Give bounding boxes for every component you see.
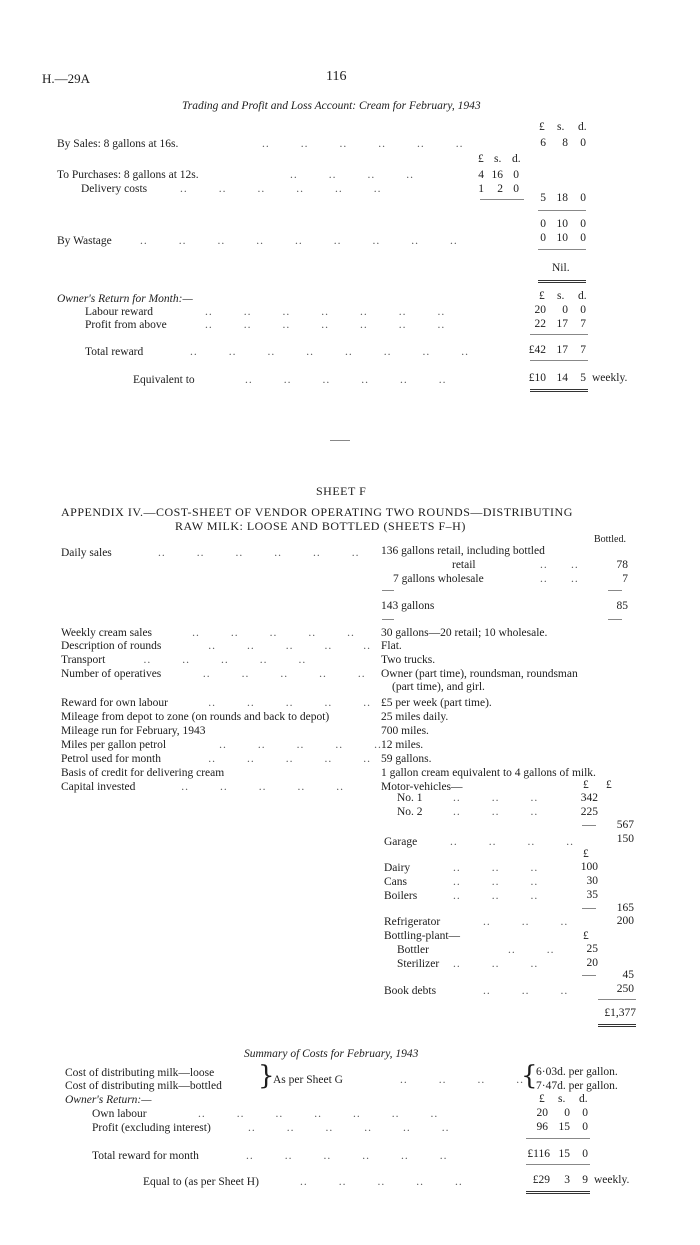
profit1-pence: 0	[580, 218, 586, 230]
equivalent-label: Equivalent to	[133, 374, 195, 386]
sales-shillings: 8	[562, 137, 568, 149]
total-month-shillings: 15	[558, 1148, 570, 1160]
sheet-row-label: Miles per gallon petrol	[61, 739, 167, 751]
capital-pound-col1: £	[583, 779, 589, 791]
lsd-shilling: s.	[557, 121, 565, 133]
purchases-label: To Purchases: 8 gallons at 12s.	[57, 169, 199, 181]
summary-rule-2	[526, 1164, 590, 1165]
capital-total-rule	[598, 999, 636, 1000]
sheet-row-value-continued: (part time), and girl.	[392, 681, 485, 693]
cost-bottled-value: 7·47d. per gallon.	[536, 1080, 618, 1092]
sales-pence: 0	[580, 137, 586, 149]
total-pounds: £42	[528, 344, 546, 356]
nil-double-rule	[538, 280, 586, 283]
total-pence: 7	[580, 344, 586, 356]
labour-reward-label: Labour reward	[85, 306, 154, 318]
vehicle-no1-label: No. 1	[397, 792, 423, 804]
sheet-row-value: £5 per week (part time).	[381, 697, 492, 709]
rule-4	[530, 360, 588, 361]
book-debts-value: 250	[616, 983, 634, 995]
daily-sales-line1b: retail	[452, 559, 476, 571]
rule-2	[538, 249, 586, 250]
profit-pounds: 22	[534, 318, 546, 330]
cost-bottled-label: Cost of distributing milk—bottled	[65, 1080, 222, 1092]
equal-suffix: weekly.	[594, 1174, 630, 1186]
boilers-label: Boilers	[384, 890, 418, 902]
dairy-value: 100	[580, 861, 598, 873]
total-reward-label: Total reward	[85, 346, 144, 358]
summary-title: Summary of Costs for February, 1943	[244, 1048, 419, 1060]
book-debts-label: Book debts	[384, 985, 437, 997]
summary-owners-return: Owner's Return:—	[65, 1094, 152, 1106]
brace-left: }	[258, 1061, 275, 1091]
equal-shillings: 3	[564, 1174, 570, 1186]
total-shillings: 17	[556, 344, 568, 356]
sheet-row-label: Capital invested	[61, 781, 136, 793]
equiv-pence: 5	[580, 372, 586, 384]
sheet-title-2: RAW MILK: LOOSE AND BOTTLED (SHEETS F–H)	[175, 519, 466, 533]
summary-double-rule	[526, 1191, 590, 1194]
sales-pounds: 6	[540, 137, 546, 149]
daily-sales-total-bottled: 85	[616, 600, 628, 612]
trading-title: Trading and Profit and Loss Account: Cream for February, 1943	[182, 100, 481, 112]
delivery-label: Delivery costs	[81, 183, 148, 195]
brace-right: {	[521, 1061, 538, 1091]
rule-1	[538, 210, 586, 211]
owners-lsd-shilling: s.	[557, 290, 565, 302]
summary-lsd-pound: £	[539, 1093, 545, 1105]
total-month-pence: 0	[582, 1148, 588, 1160]
dairy-label: Dairy	[384, 862, 411, 874]
sheet-row-value: 59 gallons.	[381, 753, 432, 765]
vehicle-no2-label: No. 2	[397, 806, 423, 818]
equal-pounds: £29	[532, 1174, 550, 1186]
daily-sales-rule	[382, 590, 394, 591]
purchases-total-pounds: 5	[540, 192, 546, 204]
profit-excl-pounds: 96	[536, 1121, 548, 1133]
delivery-pence: 0	[513, 183, 519, 195]
sterilizer-value: 20	[586, 957, 598, 969]
cost-loose-label: Cost of distributing milk—loose	[65, 1067, 215, 1079]
labour-pounds: 20	[534, 304, 546, 316]
refrigerator-value: 200	[616, 915, 634, 927]
profit1-shillings: 10	[556, 218, 568, 230]
garage-label: Garage	[384, 836, 418, 848]
owners-lsd-pound: £	[539, 290, 545, 302]
rule-3	[530, 334, 588, 335]
bottled-heading: Bottled.	[594, 534, 626, 545]
summary-lsd-shilling: s.	[558, 1093, 566, 1105]
sheet-row-label: Mileage from depot to zone (on rounds and back to depot)	[61, 711, 330, 723]
equal-pence: 9	[582, 1174, 588, 1186]
delivery-shillings: 2	[497, 183, 503, 195]
inner-lsd-pence: d.	[512, 153, 521, 165]
profit1-pounds: 0	[540, 218, 546, 230]
equiv-pounds: £10	[528, 372, 546, 384]
dairy-pound: £	[583, 848, 589, 860]
sheet-row-label: Weekly cream sales	[61, 627, 153, 639]
daily-sales-total: 143 gallons	[381, 600, 435, 612]
capital-pound-col2: £	[606, 779, 612, 791]
vehicle-no2-value: 225	[580, 806, 598, 818]
sheet-row-label: Description of rounds	[61, 640, 162, 652]
purchases-total-pence: 0	[580, 192, 586, 204]
sheet-row-label: Reward for own labour	[61, 697, 168, 709]
sheet-title-1: APPENDIX IV.—COST-SHEET OF VENDOR OPERATING TWO ROUNDS—DISTRIBUTING	[61, 505, 573, 519]
bottling-total: 45	[622, 969, 634, 981]
sheet-row-label: Mileage run for February, 1943	[61, 725, 206, 737]
equiv-shillings: 14	[556, 372, 568, 384]
wastage-shillings: 10	[556, 232, 568, 244]
capital-double-rule	[598, 1024, 636, 1027]
own-labour-pounds: 20	[536, 1107, 548, 1119]
garage-value: 150	[616, 833, 634, 845]
sheet-row-value: Owner (part time), roundsman, roundsman	[381, 668, 578, 680]
labour-shillings: 0	[562, 304, 568, 316]
nil-value: Nil.	[552, 262, 570, 274]
dairy-rule	[582, 908, 596, 909]
sales-label: By Sales: 8 gallons at 16s.	[57, 138, 179, 150]
section-divider	[330, 440, 350, 441]
own-labour-label: Own labour	[92, 1108, 147, 1120]
wastage-pounds: 0	[540, 232, 546, 244]
boilers-value: 35	[586, 889, 598, 901]
daily-sales-line2: 7 gallons wholesale	[393, 573, 484, 585]
wastage-label: By Wastage	[57, 235, 112, 247]
sheet-row-value: Two trucks.	[381, 654, 436, 666]
sheet-row-value: 12 miles.	[381, 739, 424, 751]
own-labour-pence: 0	[582, 1107, 588, 1119]
labour-pence: 0	[580, 304, 586, 316]
profit-above-label: Profit from above	[85, 319, 167, 331]
daily-sales-label: Daily sales	[61, 547, 112, 559]
daily-sales-line2-bottled: 7	[622, 573, 628, 585]
sheet-row-value: 30 gallons—20 retail; 10 wholesale.	[381, 627, 548, 639]
daily-sales-line1-bottled: 78	[616, 559, 628, 571]
profit-excl-interest-label: Profit (excluding interest)	[92, 1122, 211, 1134]
equiv-double-rule	[530, 389, 588, 392]
vehicles-total: 567	[616, 819, 634, 831]
cans-value: 30	[586, 875, 598, 887]
vehicles-rule	[582, 825, 596, 826]
as-per-sheet-g: As per Sheet G	[273, 1074, 343, 1086]
cost-loose-value: 6·03d. per gallon.	[536, 1066, 618, 1078]
profit-shillings: 17	[556, 318, 568, 330]
sheet-row-value: 700 miles.	[381, 725, 429, 737]
profit-pence: 7	[580, 318, 586, 330]
purchases-rule	[480, 199, 524, 200]
purchases-shillings: 16	[491, 169, 503, 181]
daily-sales-bottled-rule-2	[608, 619, 622, 620]
purchases-pence: 0	[513, 169, 519, 181]
vehicle-no1-value: 342	[580, 792, 598, 804]
bottling-rule	[582, 975, 596, 976]
equal-to-label: Equal to (as per Sheet H)	[143, 1176, 259, 1188]
inner-lsd-shilling: s.	[494, 153, 502, 165]
refrigerator-label: Refrigerator	[384, 916, 441, 928]
wastage-pence: 0	[580, 232, 586, 244]
daily-sales-line1: 136 gallons retail, including bottled	[381, 545, 545, 557]
sheet-row-value: Motor-vehicles—	[381, 781, 463, 793]
cans-label: Cans	[384, 876, 407, 888]
owners-lsd-pence: d.	[578, 290, 587, 302]
lsd-pound: £	[539, 121, 545, 133]
sheet-label: SHEET F	[316, 484, 367, 498]
bottling-pound: £	[583, 930, 589, 942]
delivery-pounds: 1	[478, 183, 484, 195]
daily-sales-rule-2	[382, 619, 394, 620]
sheet-row-value: 1 gallon cream equivalent to 4 gallons of milk.	[381, 767, 596, 779]
profit-excl-shillings: 15	[558, 1121, 570, 1133]
capital-grand-total: £1,377	[604, 1007, 636, 1019]
purchases-pounds: 4	[478, 169, 484, 181]
bottling-plant-label: Bottling-plant—	[384, 930, 461, 942]
sheet-row-label: Petrol used for month	[61, 753, 161, 765]
sheet-row-label: Transport	[61, 654, 106, 666]
page-number: 116	[326, 69, 347, 84]
sheet-row-label: Basis of credit for delivering cream	[61, 767, 225, 779]
lsd-pence: d.	[578, 121, 587, 133]
equiv-suffix: weekly.	[592, 372, 628, 384]
sheet-row-value: 25 miles daily.	[381, 711, 449, 723]
document-ref: H.—29A	[42, 71, 91, 86]
bottler-value: 25	[586, 943, 598, 955]
purchases-total-shillings: 18	[556, 192, 568, 204]
bottler-label: Bottler	[397, 944, 429, 956]
owners-return-heading: Owner's Return for Month:—	[57, 293, 193, 305]
inner-lsd-pound: £	[478, 153, 484, 165]
page: H.—29A 116 Trading and Profit and Loss Account: Cream for February, 1943 £ s. d. By Sales: 8 gallons at 16s. .. .. .. .. .. .. 6 8 0 £ s. d. To Purchases: 8 gallons at 12s. .. .. .. .. 4 16 0 Delivery costs .. .. .. .. .. .. 1 2 0 5 18 0 0 10 0 By Wastage .. .. .. .. .. .. .. .. .. 0 10 0 Nil. Owner's Return for Month:— £ s. d. Labour reward .. .. .. .. .. .. .. 20 0 0 Profit from above .. .. .. .. .. .. .. 22 17 7 Total reward .. .. .. .. .. .. .. .. £42 17 7 Equivalent to .. .. .. .. .. .. £10 14 5 weekly. SHEET F APPENDIX IV.—COST-SHEET OF VENDOR OPERATING TWO ROUNDS—DISTRIBUTING RAW MILK: LOOSE AND BOTTLED (SHEETS F–H) Bottled. Daily sales .. .. .. .. .. .. 136 gallons retail, including bottled retail .. .. 78 7 gallons wholesale .. .. 7 143 gallons 85 Weekly cream sales .. .. .. .. .. 30 gallons—20 retail; 10 wholesale. Description of rounds .. .. .. .. .. Flat. Transport .. .. .. .. .. Two trucks. Number of operatives .. .. .. .. .. Owner (part time), roundsman, roundsman (part time), and girl. Reward for own labour .. .. .. .. .. £5 per week (part time). Mileage from depot to zone (on rounds and back to depot) 25 miles daily. Mileage run for February, 1943 700 miles. Miles per gallon petrol .. .. .. .. .. 12 miles. Petrol used for month .. .. .. .. .. 59 gallons. Basis of credit for delivering cream 1 gallon cream equivalent to 4 gallons of milk. Capital invested .. .. .. .. .. Motor-vehicles— £ £ No. 1 .. .. .. 342 No. 2 .. .. .. 225 567 Garage .. .. .. .. 150 £ Dairy .. .. .. 100 Cans .. .. .. 30 Boilers .. .. .. 35 165 Refrigerator .. .. .. 200 Bottling-plant— £ Bottler .. .. 25 Sterilizer .. .. .. 20 45 Book debts .. .. .. 250 £1,377 Summary of Costs for February, 1943 Cost of distributing milk—loose Cost of distributing milk—bottled } As per Sheet G .. .. .. .. { 6·03d. per gallon. 7·47d. per gallon. Owner's Return:— £ s. d. Own labour .. .. .. .. .. .. .. 20 0 0 Profit (excluding interest) .. .. .. .. .. .. 96 15 0 Total reward for month .. .. .. .. .. .. £116 15 0 Equal to (as per Sheet H) .. .. .. .. .. £29 3 9 weekly.	[0, 0, 700, 1245]
summary-lsd-pence: d.	[579, 1093, 588, 1105]
sheet-row-label: Number of operatives	[61, 668, 162, 680]
total-reward-month-label: Total reward for month	[92, 1150, 199, 1162]
own-labour-shillings: 0	[564, 1107, 570, 1119]
total-month-pounds: £116	[527, 1148, 550, 1160]
sheet-row-value: Flat.	[381, 640, 402, 652]
profit-excl-pence: 0	[582, 1121, 588, 1133]
daily-sales-bottled-rule	[608, 590, 622, 591]
summary-rule	[526, 1138, 590, 1139]
sterilizer-label: Sterilizer	[397, 958, 440, 970]
dairy-group-total: 165	[616, 902, 634, 914]
